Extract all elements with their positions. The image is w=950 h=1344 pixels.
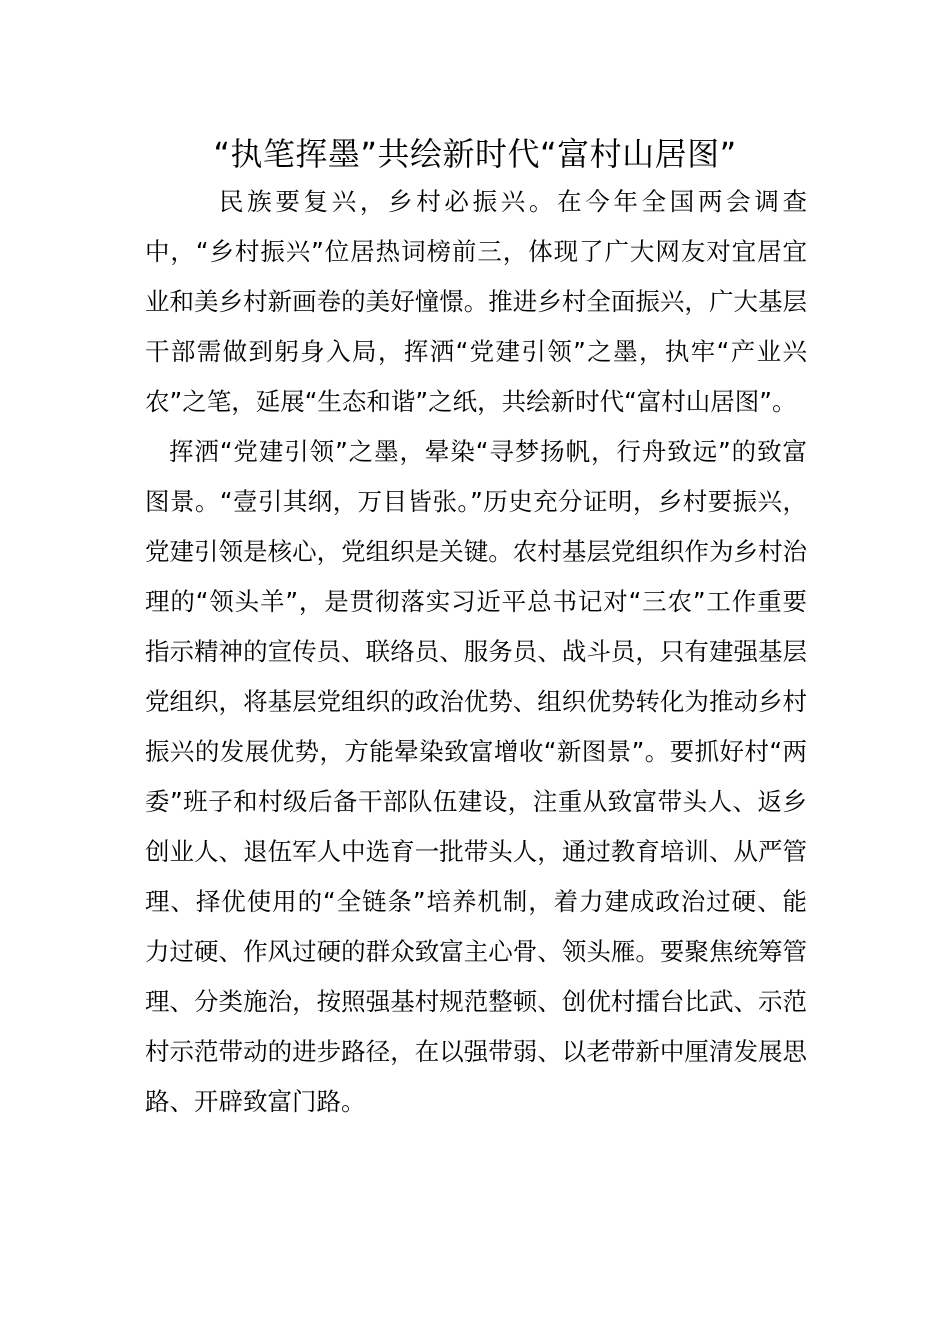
article-body	[145, 177, 807, 1127]
paragraph-party-building: 挥洒“党建引领”之墨，晕染“寻梦扬帆，行舟致远”的致富图景。“壹引其纲，万目皆张。”历史充分证明，乡村要振兴，党建引领是核心，党组织是关键。农村基层党组织作为乡村治理的“领头羊”，是贯彻落实习近平总书记对“三农”工作重要指示精神的宣传员、联络员、服务员、战斗员，只有建强基层党组织，将基层党组织的政治优势、组织优势转化为推动乡村振兴的发展优势，方能晕染致富增收“新图景”。要抓好村“两委”班子和村级后备干部队伍建设，注重从致富带头人、返乡创业人、退伍军人中选育一批带头人，通过教育培训、从严管理、择优使用的“全链条”培养机制，着力建成政治过硬、能力过硬、作风过硬的群众致富主心骨、领头雁。要聚焦统筹管理、分类施治，按照强基村规范整顿、创优村擂台比武、示范村示范带动的进步路径，在以强带弱、以老带新中厘清发展思路、开辟致富门路。	[145, 437, 807, 1116]
paragraph-intro: 民族要复兴，乡村必振兴。在今年全国两会调查中，“乡村振兴”位居热词榜前三，体现了广大网友对宜居宜业和美乡村新画卷的美好憧憬。推进乡村全面振兴，广大基层干部需做到躬身入局，挥洒“党建引领”之墨，执牢“产业兴农”之笔，延展“生态和谐”之纸，共绘新时代“富村山居图”。	[145, 187, 807, 416]
article-title: “执笔挥墨”共绘新时代“富村山居图”	[213, 135, 737, 173]
